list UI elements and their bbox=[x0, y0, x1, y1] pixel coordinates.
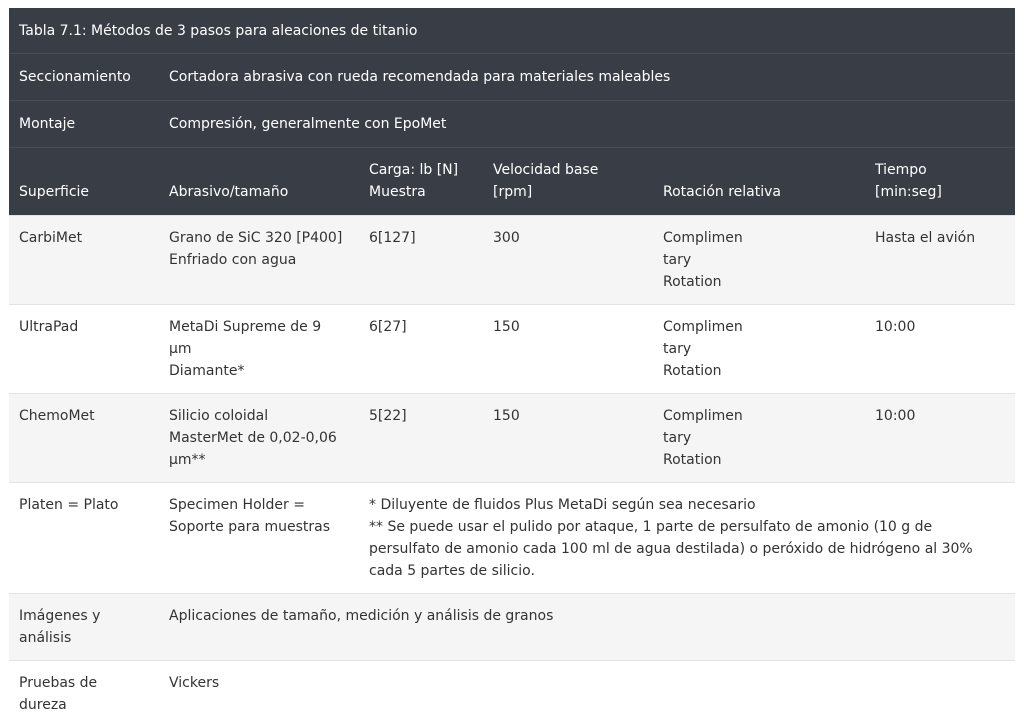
cell-load: 5[22] bbox=[359, 394, 483, 483]
cell-surface: ChemoMet bbox=[9, 394, 159, 483]
notes-row bbox=[9, 483, 1015, 594]
imaging-label: Imágenes y análisis bbox=[9, 594, 159, 661]
cell-time: Hasta el avión bbox=[865, 216, 1015, 305]
notes-platen: Platen = Plato bbox=[9, 483, 159, 594]
cell-surface: UltraPad bbox=[9, 305, 159, 394]
cell-load: 6[127] bbox=[359, 216, 483, 305]
cell-abrasive: Grano de SiC 320 [P400] Enfriado con agua bbox=[159, 216, 359, 305]
header-surface: Superficie bbox=[9, 148, 159, 216]
titanium-method-table bbox=[9, 8, 1015, 727]
sectioning-row bbox=[9, 54, 1015, 101]
table-caption-row bbox=[9, 8, 1015, 54]
cell-speed: 300 bbox=[483, 216, 653, 305]
imaging-value: Aplicaciones de tamaño, medición y análisis de granos bbox=[159, 594, 1015, 661]
cell-rotation: Complimen tary Rotation bbox=[653, 305, 865, 394]
header-rotation: Rotación relativa bbox=[653, 148, 865, 216]
sectioning-label: Seccionamiento bbox=[9, 54, 159, 101]
column-header-row bbox=[9, 148, 1015, 216]
table-container bbox=[9, 8, 1015, 727]
hardness-row bbox=[9, 661, 1015, 727]
hardness-value: Vickers bbox=[159, 661, 1015, 727]
cell-rotation: Complimen tary Rotation bbox=[653, 394, 865, 483]
cell-speed: 150 bbox=[483, 305, 653, 394]
imaging-row bbox=[9, 594, 1015, 661]
cell-rotation: Complimen tary Rotation bbox=[653, 216, 865, 305]
table-row bbox=[9, 216, 1015, 305]
notes-text: * Diluyente de fluidos Plus MetaDi según sea necesario ** Se puede usar el pulido por ataque, 1 parte de persulfato de amonio (10 g de persulfato de amonio cada 100 ml de agua destilada) o peróxido de hidrógeno al 30% cada 5 partes de silicio. bbox=[359, 483, 1015, 594]
cell-surface: CarbiMet bbox=[9, 216, 159, 305]
sectioning-value: Cortadora abrasiva con rueda recomendada para materiales maleables bbox=[159, 54, 1015, 101]
header-time: Tiempo [min:seg] bbox=[865, 148, 1015, 216]
mounting-value: Compresión, generalmente con EpoMet bbox=[159, 101, 1015, 148]
cell-speed: 150 bbox=[483, 394, 653, 483]
mounting-row bbox=[9, 101, 1015, 148]
table-row bbox=[9, 394, 1015, 483]
cell-time: 10:00 bbox=[865, 394, 1015, 483]
notes-holder: Specimen Holder = Soporte para muestras bbox=[159, 483, 359, 594]
table-row bbox=[9, 305, 1015, 394]
hardness-label: Pruebas de dureza bbox=[9, 661, 159, 727]
cell-abrasive: MetaDi Supreme de 9 µm Diamante* bbox=[159, 305, 359, 394]
header-speed: Velocidad base [rpm] bbox=[483, 148, 653, 216]
table-caption: Tabla 7.1: Métodos de 3 pasos para aleaciones de titanio bbox=[9, 8, 1015, 54]
mounting-label: Montaje bbox=[9, 101, 159, 148]
header-load: Carga: lb [N] Muestra bbox=[359, 148, 483, 216]
cell-abrasive: Silicio coloidal MasterMet de 0,02-0,06 µm** bbox=[159, 394, 359, 483]
cell-time: 10:00 bbox=[865, 305, 1015, 394]
header-abrasive: Abrasivo/tamaño bbox=[159, 148, 359, 216]
cell-load: 6[27] bbox=[359, 305, 483, 394]
